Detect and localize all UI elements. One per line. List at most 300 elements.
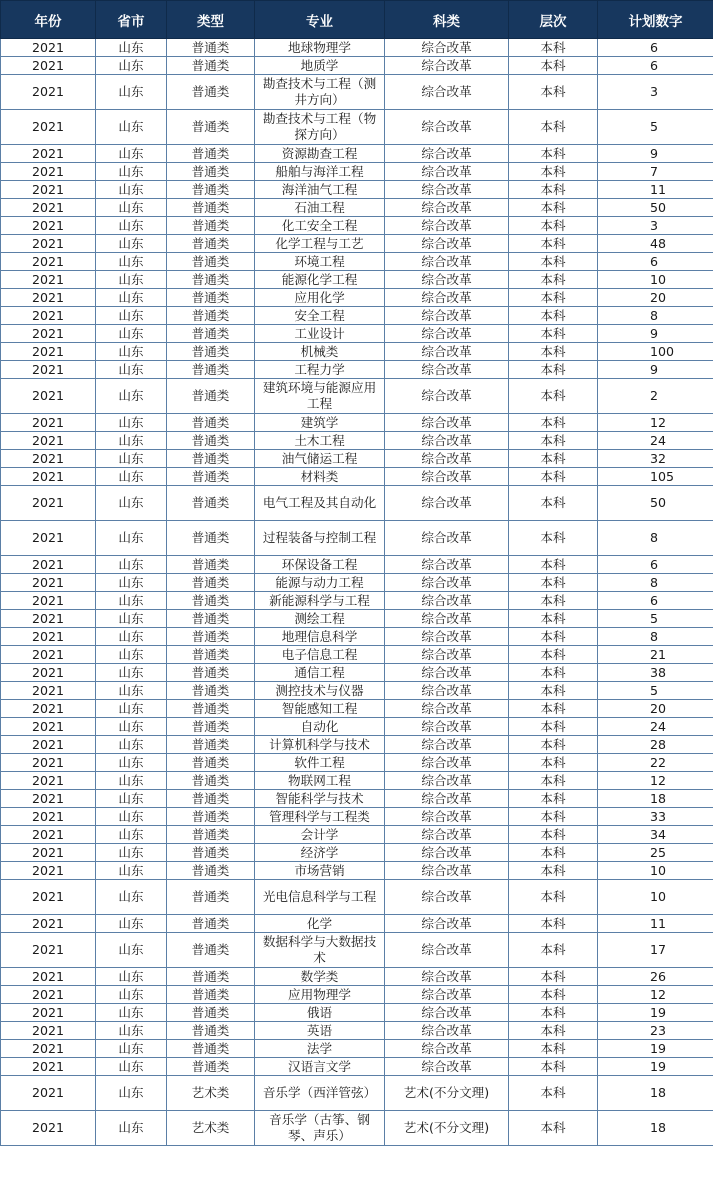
cell-type: 普通类 bbox=[167, 217, 255, 235]
cell-plan-count: 25 bbox=[598, 844, 713, 862]
cell-type: 艺术类 bbox=[167, 1111, 255, 1146]
cell-level: 本科 bbox=[509, 414, 598, 432]
cell-major: 应用化学 bbox=[255, 289, 385, 307]
cell-major: 工业设计 bbox=[255, 325, 385, 343]
cell-major: 会计学 bbox=[255, 826, 385, 844]
cell-year: 2021 bbox=[1, 414, 96, 432]
cell-major: 计算机科学与技术 bbox=[255, 736, 385, 754]
cell-level: 本科 bbox=[509, 844, 598, 862]
cell-major: 过程装备与控制工程 bbox=[255, 521, 385, 556]
cell-type: 普通类 bbox=[167, 57, 255, 75]
table-row bbox=[1, 808, 713, 826]
table-row bbox=[1, 736, 713, 754]
cell-year: 2021 bbox=[1, 700, 96, 718]
cell-year: 2021 bbox=[1, 808, 96, 826]
cell-province: 山东 bbox=[96, 574, 167, 592]
cell-type: 普通类 bbox=[167, 664, 255, 682]
cell-plan-count: 19 bbox=[598, 1058, 713, 1076]
table-row bbox=[1, 486, 713, 521]
cell-province: 山东 bbox=[96, 1022, 167, 1040]
cell-province: 山东 bbox=[96, 75, 167, 110]
table-row bbox=[1, 307, 713, 325]
cell-level: 本科 bbox=[509, 343, 598, 361]
cell-major: 机械类 bbox=[255, 343, 385, 361]
cell-level: 本科 bbox=[509, 450, 598, 468]
cell-subject-category: 综合改革 bbox=[385, 307, 509, 325]
table-row bbox=[1, 718, 713, 736]
cell-type: 普通类 bbox=[167, 145, 255, 163]
cell-level: 本科 bbox=[509, 1111, 598, 1146]
cell-plan-count: 8 bbox=[598, 521, 713, 556]
cell-subject-category: 综合改革 bbox=[385, 289, 509, 307]
cell-subject-category: 综合改革 bbox=[385, 682, 509, 700]
table-row bbox=[1, 574, 713, 592]
cell-year: 2021 bbox=[1, 772, 96, 790]
cell-plan-count: 9 bbox=[598, 325, 713, 343]
cell-year: 2021 bbox=[1, 628, 96, 646]
cell-major: 汉语言文学 bbox=[255, 1058, 385, 1076]
cell-type: 普通类 bbox=[167, 1040, 255, 1058]
cell-subject-category: 综合改革 bbox=[385, 521, 509, 556]
cell-type: 普通类 bbox=[167, 1058, 255, 1076]
cell-year: 2021 bbox=[1, 253, 96, 271]
cell-type: 普通类 bbox=[167, 253, 255, 271]
cell-major: 自动化 bbox=[255, 718, 385, 736]
cell-type: 普通类 bbox=[167, 307, 255, 325]
cell-year: 2021 bbox=[1, 289, 96, 307]
cell-type: 普通类 bbox=[167, 718, 255, 736]
cell-major: 数据科学与大数据技术 bbox=[255, 933, 385, 968]
cell-province: 山东 bbox=[96, 556, 167, 574]
cell-major: 化学 bbox=[255, 915, 385, 933]
cell-province: 山东 bbox=[96, 826, 167, 844]
cell-major: 测绘工程 bbox=[255, 610, 385, 628]
cell-type: 普通类 bbox=[167, 574, 255, 592]
cell-subject-category: 综合改革 bbox=[385, 968, 509, 986]
table-row bbox=[1, 235, 713, 253]
table-row bbox=[1, 610, 713, 628]
cell-year: 2021 bbox=[1, 682, 96, 700]
cell-province: 山东 bbox=[96, 880, 167, 915]
cell-year: 2021 bbox=[1, 75, 96, 110]
cell-year: 2021 bbox=[1, 844, 96, 862]
table-row bbox=[1, 110, 713, 145]
cell-province: 山东 bbox=[96, 450, 167, 468]
cell-level: 本科 bbox=[509, 700, 598, 718]
cell-major: 石油工程 bbox=[255, 199, 385, 217]
cell-type: 普通类 bbox=[167, 628, 255, 646]
header-major: 专业 bbox=[255, 1, 385, 39]
cell-type: 普通类 bbox=[167, 468, 255, 486]
cell-type: 普通类 bbox=[167, 844, 255, 862]
cell-plan-count: 10 bbox=[598, 271, 713, 289]
table-row bbox=[1, 450, 713, 468]
cell-year: 2021 bbox=[1, 574, 96, 592]
cell-major: 电子信息工程 bbox=[255, 646, 385, 664]
cell-subject-category: 综合改革 bbox=[385, 217, 509, 235]
table-row bbox=[1, 343, 713, 361]
cell-year: 2021 bbox=[1, 592, 96, 610]
cell-plan-count: 3 bbox=[598, 75, 713, 110]
cell-plan-count: 9 bbox=[598, 145, 713, 163]
cell-province: 山东 bbox=[96, 700, 167, 718]
cell-level: 本科 bbox=[509, 986, 598, 1004]
cell-year: 2021 bbox=[1, 556, 96, 574]
cell-type: 普通类 bbox=[167, 808, 255, 826]
cell-level: 本科 bbox=[509, 826, 598, 844]
table-row bbox=[1, 432, 713, 450]
cell-province: 山东 bbox=[96, 754, 167, 772]
cell-year: 2021 bbox=[1, 790, 96, 808]
table-row bbox=[1, 862, 713, 880]
table-row bbox=[1, 271, 713, 289]
cell-type: 普通类 bbox=[167, 181, 255, 199]
cell-plan-count: 20 bbox=[598, 289, 713, 307]
cell-type: 普通类 bbox=[167, 39, 255, 57]
cell-level: 本科 bbox=[509, 75, 598, 110]
cell-year: 2021 bbox=[1, 110, 96, 145]
cell-subject-category: 综合改革 bbox=[385, 1004, 509, 1022]
cell-year: 2021 bbox=[1, 880, 96, 915]
cell-plan-count: 6 bbox=[598, 592, 713, 610]
table-row bbox=[1, 592, 713, 610]
cell-level: 本科 bbox=[509, 754, 598, 772]
cell-major: 地质学 bbox=[255, 57, 385, 75]
cell-province: 山东 bbox=[96, 718, 167, 736]
header-plan-count: 计划数字 bbox=[598, 1, 713, 39]
cell-major: 英语 bbox=[255, 1022, 385, 1040]
table-row bbox=[1, 379, 713, 414]
table-row bbox=[1, 1076, 713, 1111]
cell-subject-category: 综合改革 bbox=[385, 610, 509, 628]
cell-subject-category: 综合改革 bbox=[385, 592, 509, 610]
cell-major: 数学类 bbox=[255, 968, 385, 986]
cell-subject-category: 综合改革 bbox=[385, 736, 509, 754]
cell-subject-category: 综合改革 bbox=[385, 664, 509, 682]
cell-type: 普通类 bbox=[167, 933, 255, 968]
cell-major: 新能源科学与工程 bbox=[255, 592, 385, 610]
cell-year: 2021 bbox=[1, 199, 96, 217]
table-row bbox=[1, 361, 713, 379]
cell-level: 本科 bbox=[509, 199, 598, 217]
cell-province: 山东 bbox=[96, 289, 167, 307]
cell-level: 本科 bbox=[509, 628, 598, 646]
cell-province: 山东 bbox=[96, 628, 167, 646]
table-row bbox=[1, 217, 713, 235]
cell-province: 山东 bbox=[96, 986, 167, 1004]
table-row bbox=[1, 933, 713, 968]
cell-major: 地球物理学 bbox=[255, 39, 385, 57]
cell-year: 2021 bbox=[1, 826, 96, 844]
cell-level: 本科 bbox=[509, 271, 598, 289]
cell-plan-count: 6 bbox=[598, 39, 713, 57]
cell-plan-count: 18 bbox=[598, 1076, 713, 1111]
cell-province: 山东 bbox=[96, 1004, 167, 1022]
cell-subject-category: 综合改革 bbox=[385, 1040, 509, 1058]
cell-year: 2021 bbox=[1, 986, 96, 1004]
cell-province: 山东 bbox=[96, 862, 167, 880]
table-row bbox=[1, 199, 713, 217]
cell-plan-count: 38 bbox=[598, 664, 713, 682]
cell-subject-category: 综合改革 bbox=[385, 915, 509, 933]
cell-province: 山东 bbox=[96, 915, 167, 933]
table-row bbox=[1, 664, 713, 682]
table-row bbox=[1, 145, 713, 163]
cell-year: 2021 bbox=[1, 1058, 96, 1076]
cell-level: 本科 bbox=[509, 289, 598, 307]
cell-level: 本科 bbox=[509, 145, 598, 163]
cell-type: 普通类 bbox=[167, 826, 255, 844]
cell-level: 本科 bbox=[509, 379, 598, 414]
cell-level: 本科 bbox=[509, 646, 598, 664]
cell-type: 普通类 bbox=[167, 432, 255, 450]
cell-plan-count: 18 bbox=[598, 1111, 713, 1146]
cell-year: 2021 bbox=[1, 862, 96, 880]
cell-subject-category: 综合改革 bbox=[385, 163, 509, 181]
cell-plan-count: 32 bbox=[598, 450, 713, 468]
cell-province: 山东 bbox=[96, 271, 167, 289]
cell-year: 2021 bbox=[1, 307, 96, 325]
cell-year: 2021 bbox=[1, 1004, 96, 1022]
cell-subject-category: 综合改革 bbox=[385, 844, 509, 862]
cell-province: 山东 bbox=[96, 521, 167, 556]
cell-type: 普通类 bbox=[167, 700, 255, 718]
cell-level: 本科 bbox=[509, 163, 598, 181]
cell-level: 本科 bbox=[509, 790, 598, 808]
cell-type: 普通类 bbox=[167, 556, 255, 574]
cell-level: 本科 bbox=[509, 1004, 598, 1022]
table-row bbox=[1, 700, 713, 718]
cell-subject-category: 综合改革 bbox=[385, 199, 509, 217]
table-row bbox=[1, 1022, 713, 1040]
cell-level: 本科 bbox=[509, 468, 598, 486]
table-row bbox=[1, 163, 713, 181]
cell-year: 2021 bbox=[1, 217, 96, 235]
table-row bbox=[1, 772, 713, 790]
cell-level: 本科 bbox=[509, 682, 598, 700]
table-row bbox=[1, 181, 713, 199]
cell-type: 普通类 bbox=[167, 75, 255, 110]
cell-level: 本科 bbox=[509, 110, 598, 145]
cell-subject-category: 综合改革 bbox=[385, 110, 509, 145]
cell-subject-category: 综合改革 bbox=[385, 39, 509, 57]
cell-major: 测控技术与仪器 bbox=[255, 682, 385, 700]
cell-province: 山东 bbox=[96, 307, 167, 325]
cell-level: 本科 bbox=[509, 915, 598, 933]
cell-major: 光电信息科学与工程 bbox=[255, 880, 385, 915]
table-row bbox=[1, 915, 713, 933]
cell-plan-count: 24 bbox=[598, 718, 713, 736]
cell-plan-count: 18 bbox=[598, 790, 713, 808]
cell-province: 山东 bbox=[96, 610, 167, 628]
cell-level: 本科 bbox=[509, 235, 598, 253]
cell-level: 本科 bbox=[509, 57, 598, 75]
table-row bbox=[1, 826, 713, 844]
cell-subject-category: 综合改革 bbox=[385, 271, 509, 289]
table-header-row bbox=[1, 1, 713, 39]
cell-plan-count: 6 bbox=[598, 57, 713, 75]
table-row bbox=[1, 968, 713, 986]
table-row bbox=[1, 646, 713, 664]
cell-subject-category: 综合改革 bbox=[385, 986, 509, 1004]
cell-year: 2021 bbox=[1, 450, 96, 468]
cell-plan-count: 10 bbox=[598, 862, 713, 880]
cell-level: 本科 bbox=[509, 1076, 598, 1111]
cell-major: 勘查技术与工程（测井方向） bbox=[255, 75, 385, 110]
cell-major: 经济学 bbox=[255, 844, 385, 862]
table-row bbox=[1, 253, 713, 271]
cell-plan-count: 9 bbox=[598, 361, 713, 379]
cell-major: 材料类 bbox=[255, 468, 385, 486]
cell-subject-category: 综合改革 bbox=[385, 880, 509, 915]
cell-province: 山东 bbox=[96, 664, 167, 682]
cell-level: 本科 bbox=[509, 772, 598, 790]
cell-subject-category: 综合改革 bbox=[385, 468, 509, 486]
cell-type: 普通类 bbox=[167, 790, 255, 808]
cell-province: 山东 bbox=[96, 57, 167, 75]
table-row bbox=[1, 844, 713, 862]
cell-province: 山东 bbox=[96, 772, 167, 790]
cell-province: 山东 bbox=[96, 844, 167, 862]
cell-major: 环保设备工程 bbox=[255, 556, 385, 574]
table-row bbox=[1, 556, 713, 574]
cell-year: 2021 bbox=[1, 718, 96, 736]
cell-major: 软件工程 bbox=[255, 754, 385, 772]
cell-plan-count: 3 bbox=[598, 217, 713, 235]
cell-subject-category: 综合改革 bbox=[385, 826, 509, 844]
cell-province: 山东 bbox=[96, 1058, 167, 1076]
header-subject-category: 科类 bbox=[385, 1, 509, 39]
cell-province: 山东 bbox=[96, 933, 167, 968]
cell-plan-count: 12 bbox=[598, 414, 713, 432]
cell-province: 山东 bbox=[96, 592, 167, 610]
cell-subject-category: 综合改革 bbox=[385, 432, 509, 450]
cell-year: 2021 bbox=[1, 468, 96, 486]
cell-subject-category: 综合改革 bbox=[385, 181, 509, 199]
cell-level: 本科 bbox=[509, 664, 598, 682]
cell-year: 2021 bbox=[1, 271, 96, 289]
cell-province: 山东 bbox=[96, 790, 167, 808]
cell-province: 山东 bbox=[96, 110, 167, 145]
cell-subject-category: 综合改革 bbox=[385, 754, 509, 772]
header-type: 类型 bbox=[167, 1, 255, 39]
cell-level: 本科 bbox=[509, 1040, 598, 1058]
cell-plan-count: 34 bbox=[598, 826, 713, 844]
cell-major: 海洋油气工程 bbox=[255, 181, 385, 199]
cell-level: 本科 bbox=[509, 361, 598, 379]
cell-province: 山东 bbox=[96, 235, 167, 253]
cell-subject-category: 综合改革 bbox=[385, 862, 509, 880]
cell-year: 2021 bbox=[1, 163, 96, 181]
cell-province: 山东 bbox=[96, 736, 167, 754]
table-row bbox=[1, 39, 713, 57]
cell-level: 本科 bbox=[509, 217, 598, 235]
table-row bbox=[1, 325, 713, 343]
cell-major: 俄语 bbox=[255, 1004, 385, 1022]
table-row bbox=[1, 468, 713, 486]
cell-major: 法学 bbox=[255, 1040, 385, 1058]
cell-level: 本科 bbox=[509, 808, 598, 826]
cell-plan-count: 48 bbox=[598, 235, 713, 253]
cell-plan-count: 12 bbox=[598, 986, 713, 1004]
cell-province: 山东 bbox=[96, 343, 167, 361]
cell-subject-category: 综合改革 bbox=[385, 718, 509, 736]
cell-type: 普通类 bbox=[167, 271, 255, 289]
table-row bbox=[1, 289, 713, 307]
cell-year: 2021 bbox=[1, 432, 96, 450]
cell-province: 山东 bbox=[96, 1111, 167, 1146]
cell-level: 本科 bbox=[509, 325, 598, 343]
cell-type: 普通类 bbox=[167, 325, 255, 343]
cell-level: 本科 bbox=[509, 968, 598, 986]
cell-type: 普通类 bbox=[167, 1022, 255, 1040]
table-row bbox=[1, 682, 713, 700]
table-row bbox=[1, 986, 713, 1004]
cell-level: 本科 bbox=[509, 574, 598, 592]
cell-major: 安全工程 bbox=[255, 307, 385, 325]
cell-level: 本科 bbox=[509, 880, 598, 915]
cell-province: 山东 bbox=[96, 1076, 167, 1111]
cell-major: 建筑学 bbox=[255, 414, 385, 432]
cell-province: 山东 bbox=[96, 468, 167, 486]
cell-year: 2021 bbox=[1, 325, 96, 343]
header-level: 层次 bbox=[509, 1, 598, 39]
cell-province: 山东 bbox=[96, 325, 167, 343]
cell-plan-count: 12 bbox=[598, 772, 713, 790]
table-row bbox=[1, 790, 713, 808]
cell-subject-category: 综合改革 bbox=[385, 57, 509, 75]
table-row bbox=[1, 1111, 713, 1146]
cell-year: 2021 bbox=[1, 1040, 96, 1058]
cell-province: 山东 bbox=[96, 379, 167, 414]
cell-major: 应用物理学 bbox=[255, 986, 385, 1004]
cell-subject-category: 综合改革 bbox=[385, 646, 509, 664]
cell-type: 普通类 bbox=[167, 414, 255, 432]
cell-province: 山东 bbox=[96, 682, 167, 700]
cell-year: 2021 bbox=[1, 915, 96, 933]
cell-major: 能源化学工程 bbox=[255, 271, 385, 289]
cell-level: 本科 bbox=[509, 39, 598, 57]
cell-level: 本科 bbox=[509, 592, 598, 610]
cell-major: 音乐学（古筝、钢琴、声乐） bbox=[255, 1111, 385, 1146]
cell-type: 普通类 bbox=[167, 968, 255, 986]
cell-subject-category: 综合改革 bbox=[385, 235, 509, 253]
cell-subject-category: 综合改革 bbox=[385, 379, 509, 414]
cell-province: 山东 bbox=[96, 486, 167, 521]
cell-plan-count: 20 bbox=[598, 700, 713, 718]
cell-type: 普通类 bbox=[167, 772, 255, 790]
cell-level: 本科 bbox=[509, 933, 598, 968]
cell-plan-count: 22 bbox=[598, 754, 713, 772]
cell-type: 普通类 bbox=[167, 986, 255, 1004]
cell-major: 电气工程及其自动化 bbox=[255, 486, 385, 521]
table-row bbox=[1, 1058, 713, 1076]
cell-year: 2021 bbox=[1, 736, 96, 754]
cell-major: 音乐学（西洋管弦） bbox=[255, 1076, 385, 1111]
cell-plan-count: 105 bbox=[598, 468, 713, 486]
cell-major: 资源勘查工程 bbox=[255, 145, 385, 163]
cell-type: 普通类 bbox=[167, 379, 255, 414]
cell-major: 物联网工程 bbox=[255, 772, 385, 790]
cell-province: 山东 bbox=[96, 39, 167, 57]
cell-year: 2021 bbox=[1, 968, 96, 986]
cell-province: 山东 bbox=[96, 432, 167, 450]
cell-province: 山东 bbox=[96, 361, 167, 379]
cell-type: 普通类 bbox=[167, 754, 255, 772]
cell-level: 本科 bbox=[509, 486, 598, 521]
table-row bbox=[1, 1004, 713, 1022]
cell-plan-count: 100 bbox=[598, 343, 713, 361]
